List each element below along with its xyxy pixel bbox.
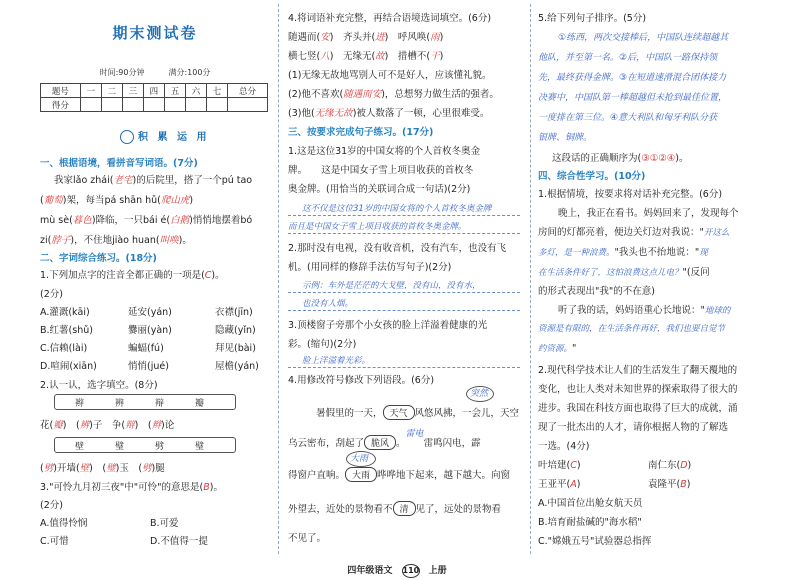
prompt-3: 3.顶楼窗子旁那个小女孩的脸上洋溢着健康的光	[288, 320, 488, 331]
question-1: 1.下列加点字的注音全都正确的一项是(C)。	[40, 270, 225, 281]
answer: 暮色	[72, 215, 92, 226]
option-row: C.可惜 D.不值得一提	[40, 536, 208, 547]
answer: 叫唤	[159, 235, 179, 246]
passage-line: 一度排在第三位。④意大利队和匈牙利队分获	[538, 113, 718, 123]
answer-line: 而且是中国女子雪上项目收获的首枚冬奥金牌。	[288, 222, 467, 232]
answer-underline	[288, 292, 520, 293]
score-table	[40, 83, 268, 112]
section-banner	[120, 128, 209, 144]
question-k1: 1.根据情境，按要求将对话补充完整。(6分)	[538, 189, 723, 200]
section-2-heading: 二、字词综合练习。(18分)	[40, 253, 157, 264]
option-d: D.喧闹(xiān) 悄悄(jué) 屋檐(yán)	[40, 361, 259, 372]
passage-line: 约资源。"	[538, 343, 577, 354]
answer: 老宅	[113, 175, 133, 186]
score-header-cell: 六	[185, 84, 206, 98]
prompt-2: 2.那时没有电视，没有收音机，没有汽车，也没有飞	[288, 243, 507, 254]
answer: 脖子	[51, 235, 71, 246]
passage-line: 变化，也让人类对未知世界的探索取得了很大的	[538, 384, 738, 395]
section-3-heading: 三、按要求完成句子练习。(17分)	[288, 127, 434, 138]
edit-mark: 大雨	[350, 454, 369, 464]
footer-subject: 四年级语文	[347, 566, 393, 576]
passage-line: 现了一批杰出的人才，请你根据人物的了解选	[538, 422, 729, 433]
section-banner-label: 积 累 运 用	[138, 132, 210, 143]
answer-underline	[288, 367, 520, 368]
question-k2: 2.现代科学技术让人们的生活发生了翻天覆地的	[538, 365, 738, 376]
score-cell[interactable]	[228, 98, 268, 112]
passage-line-4: 外望去，近处的景物看不 清 见了，远处的景物看	[288, 501, 501, 516]
passage-line: 房间的灯都亮着，便边关灯边对我说："开这么	[538, 227, 730, 238]
question-2: 2.认一认，选字填空。(8分)	[40, 380, 158, 391]
passage-line: 晚上，我正在看书。妈妈回来了，发现每个	[558, 208, 739, 219]
exam-meta: 时间:90分钟 满分:100分	[99, 68, 211, 77]
score-header-cell: 五	[164, 84, 185, 98]
footer-volume: 上册	[428, 566, 447, 576]
prompt-4: 4.用修改符号修改下列语段。(6分)	[288, 375, 435, 386]
passage-line: 听了我的话，妈妈语重心长地说："地球的	[558, 305, 731, 316]
score-row-label: 得分	[41, 98, 81, 112]
match-row-2: 王亚平(A) 袁隆平(B)	[538, 479, 691, 490]
score-header-cell: 七	[207, 84, 228, 98]
column-divider	[278, 4, 279, 554]
passage-line: ①练西，两次交接棒后，中国队连续超越其	[558, 33, 729, 43]
char-box-2: 壁 璧 劈 璧	[54, 437, 236, 453]
fill-line-1: 花(瓣) (辨)子 争(辩) (辫)论	[40, 420, 175, 431]
pinyin-line-2: (葡萄)架，每当pá shān hǔ(爬山虎)	[40, 195, 194, 206]
answer-line: 这不仅是这位31岁的中国女将的个人首枚冬奥金牌	[302, 204, 492, 214]
score-header-cell: 二	[101, 84, 122, 98]
points: (2分)	[40, 289, 63, 300]
score-cell[interactable]	[80, 98, 101, 112]
score-header-cell: 总分	[228, 84, 268, 98]
flower-icon	[120, 130, 134, 144]
column-2	[288, 0, 526, 560]
char-box-1: 辫 辨 辩 瓣	[54, 394, 236, 410]
page-number: 110	[402, 564, 420, 578]
score-cell[interactable]	[122, 98, 143, 112]
answer: 葡萄	[43, 195, 63, 206]
score-cell[interactable]	[207, 98, 228, 112]
points: (2分)	[40, 500, 63, 511]
answer: 爬山虎	[160, 195, 190, 206]
column-1	[40, 0, 270, 560]
score-cell[interactable]	[164, 98, 185, 112]
passage-line: 先，最终获得金牌。③在短道速滑混合团体接力	[538, 73, 727, 83]
match-row-1: 叶培建(C) 南仁东(D)	[538, 460, 692, 471]
score-cell[interactable]	[185, 98, 206, 112]
section-1-heading: 一、根据语境，看拼音写词语。(7分)	[40, 158, 198, 169]
edit-mark: 突然	[470, 389, 489, 399]
section-4-heading: 四、综合性学习。(10分)	[538, 171, 646, 182]
pinyin-line-4: zi(脖子)，不住地jiào huan(叫唤)。	[40, 235, 192, 246]
answer-underline	[288, 310, 520, 311]
score-header-cell: 题号	[41, 84, 81, 98]
idiom-row-1: 随遇而(安) 齐头并(进) 呼风唤(雨)	[288, 32, 444, 43]
idiom-row-2: 横七竖(八) 无缘无(故) 措槽不(干)	[288, 51, 444, 62]
page-footer	[0, 563, 794, 578]
column-divider	[530, 4, 531, 554]
passage-line: 资源是有限的，在生活条件再好，我们也要自觉节	[538, 324, 726, 334]
answer: C	[204, 270, 212, 281]
prompt-1c: 奥金牌。(用恰当的关联词合成一句话)(2分)	[288, 184, 471, 195]
passage-line: 多灯，是一种浪费。"我头也不抬地说："现	[538, 247, 708, 258]
option-a: A.灌溉(kāi) 延安(yán) 衣襟(jīn)	[40, 307, 253, 318]
question-3: 3."可怜九月初三夜"中"可怜"的意思是(B)。	[40, 482, 223, 493]
prompt-1b: 牌。 这是中国女子雪上项目收获的首枚冬	[288, 165, 474, 176]
page-title: 期末测试卷	[112, 24, 198, 42]
pinyin-line-3: mù sè(暮色)降临，一只bái é(白鹅)悄悄地摆着bó	[40, 215, 253, 226]
passage-line-3: 得窗户直响。 大雨 哗哗地下起来，越下越大。向窗	[288, 467, 510, 482]
passage-line: 决赛中，中国队第一棒超越但未抢到最佳位置，	[538, 93, 728, 103]
passage-line-1: 暑假里的一天， 天气 风悠风拂，一会儿，天空	[316, 405, 519, 420]
question-4: 4.将词语补充完整，再结合语境选词填空。(6分)	[288, 13, 492, 24]
prompt-1: 1.这是这位31岁的中国女将的个人首枚冬奥金	[288, 146, 481, 157]
usage-2: (2)他不喜欢(随遇而安)，总想努力做生活的强者。	[288, 89, 499, 100]
answer-underline	[288, 215, 520, 216]
answer: 白鹅	[170, 215, 190, 226]
question-5: 5.给下列句子排序。(5分)	[538, 13, 647, 24]
option-b: B.红薯(shǔ) 爨丽(yàn) 隐藏(yǐn)	[40, 325, 256, 336]
score-cell[interactable]	[143, 98, 164, 112]
passage-line: 一选。(4分)	[538, 441, 590, 452]
usage-1: (1)无缘无故地骂别人可不是好人，应该懂礼貌。	[288, 70, 492, 81]
pinyin-line-1: 我家lǎo zhái(老宅)的后院里，搭了一个pú tao	[54, 175, 253, 186]
answer-line: 示例：车外是茫茫的大戈壁，没有山，没有水，	[302, 281, 481, 291]
order-answer: 这段话的正确顺序为(③①②④)。	[552, 153, 689, 164]
score-header-cell: 四	[143, 84, 164, 98]
prompt-3b: 彩。(缩句)(2分)	[288, 339, 357, 350]
fill-line-2: (劈)开墙(壁) (璧)玉 (劈)腿	[40, 463, 165, 474]
passage-line: 进步。我国在科技方面也取得了巨大的成就，涌	[538, 403, 738, 414]
option-c: C.信赖(lài) 蝙蝠(fú) 拜见(bài)	[40, 343, 256, 354]
passage-line: 银牌、铜牌。	[538, 133, 593, 143]
option-row: A.值得怜悯 B.可爱	[40, 518, 179, 529]
answer-line: 脸上洋溢着光彩。	[302, 356, 371, 366]
passage-line: 他队，并至第一名。②后，中国队一路保持领	[538, 53, 718, 63]
passage-line-5: 不见了。	[288, 533, 327, 544]
score-header-cell: 一	[80, 84, 101, 98]
match-option: B.培育耐盐碱的"海水稻"	[538, 517, 642, 528]
column-3	[538, 0, 774, 560]
match-option: A.中国首位出舱女航天员	[538, 498, 643, 509]
score-cell[interactable]	[101, 98, 122, 112]
answer-line: 也没有人烟。	[302, 299, 354, 309]
passage-line: 的形式表现出"我"的不在意)	[538, 286, 655, 297]
score-header-cell: 三	[122, 84, 143, 98]
passage-line-2: 乌云密布，刮起了 脆风 。雷电雷鸣闪电，霹	[288, 429, 481, 449]
answer-underline	[288, 233, 520, 234]
prompt-2b: 机。(用同样的修辞手法仿写句子)(2分)	[288, 262, 452, 273]
usage-3: (3)他(无缘无故)被人数落了一顿，心里很难受。	[288, 108, 490, 119]
match-option: C."嫦娥五号"试验器总指挥	[538, 536, 652, 547]
passage-line: 在生活条件好了，这怕浪费这点儿电？"(反问	[538, 267, 710, 278]
